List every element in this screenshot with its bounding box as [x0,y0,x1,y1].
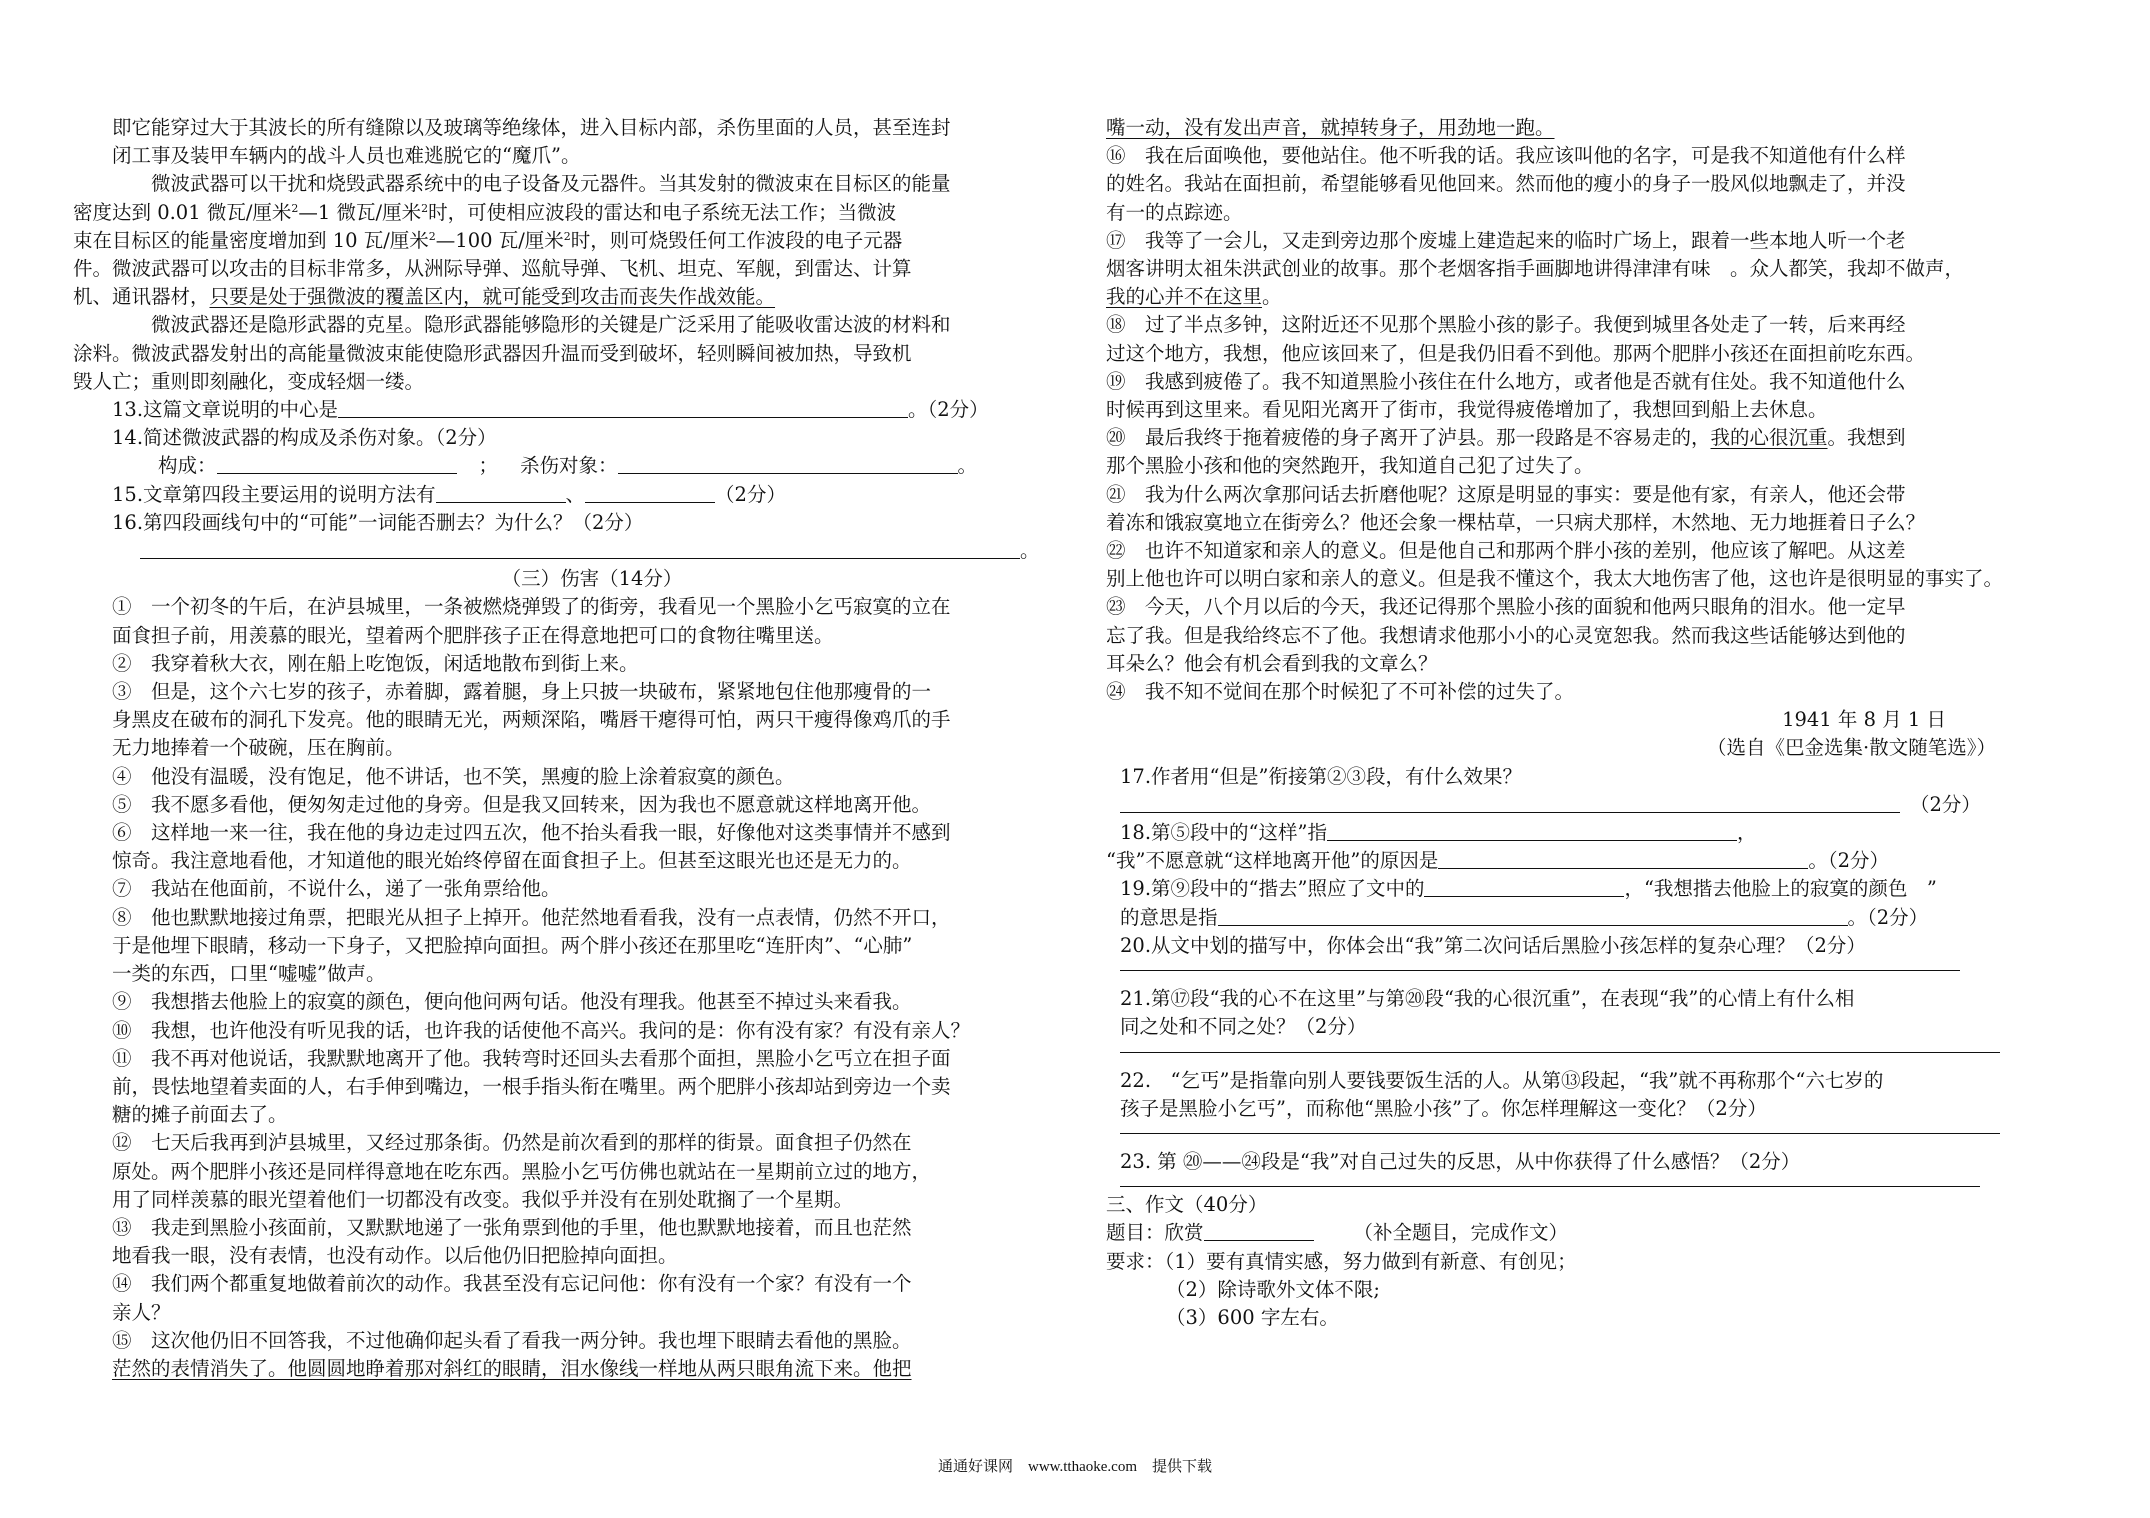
text-line: 机、通讯器材，只要是处于强微波的覆盖区内，就可能受到攻击而丧失作战效能。 [73,285,776,309]
text-line: ⑱ 过了半点多钟，这附近还不见那个黑脸小孩的影子。我便到城里各处走了一转，后来再经 [1106,313,1906,337]
underlined-sentence: 只要是处于强微波的覆盖区内，就可能受到攻击而丧失作战效能。 [209,285,776,309]
text-line: 面食担子前，用羡慕的眼光，望着两个肥胖孩子正在得意地把可口的食物往嘴里送。 [112,623,834,647]
text-line: 过这个地方，我想，他应该回来了，但是我仍旧看不到他。那两个肥胖小孩还在面担前吃东西。 [1106,341,1926,365]
text-line: 束在目标区的能量密度增加到 10 瓦/厘米$^2$—100 瓦/厘米$^2$时，则可烧毁任何工作波段的电子元器 [73,228,903,252]
text-line: ㉔ 我不知不觉间在那个时候犯了不可补偿的过失了。 [1106,680,1575,704]
story-paragraph-15-cont [1106,114,2066,142]
story-paragraph-20: ⑳ 最后我终于拖着疲倦的身子离开了泸县。那一段路是不容易走的，我的心很沉重。我想到 那个黑脸小孩和他的突然跑开，我知道自己犯了过失了。 [1106,426,1906,478]
answer-line[interactable] [1120,1176,1980,1187]
story-paragraph-17: ⑰ 我等了一会儿，又走到旁边那个废墟上建造起来的临时广场上，跟着一些本地人听一个老 烟客讲明太祖朱洪武创业的故事。那个老烟客指手画脚地讲得津津有味 。众人都笑，我却不做声， 我的心并不在这里。 [1106,228,1965,309]
story-paragraph [112,819,1072,875]
question-16: 16.第四段画线句中的“可能”一词能否删去？为什么？（2分） [112,510,644,534]
text-line: ① 一个初冬的午后，在泸县城里，一条被燃烧弹毁了的街旁，我看见一个黑脸小乞丐寂寞的立在 [112,595,951,619]
text-line: 孩子是黑脸小乞丐”，而称他“黑脸小孩”了。你怎样理解这一变化？（2分） [1120,1096,1767,1120]
text-line: 亲人？ [112,1300,171,1324]
question-21 [1120,985,2066,1041]
answer-blank[interactable] [1327,820,1737,841]
section-heading: （三）伤害（14分） [501,567,683,591]
text-line: 原处。两个肥胖小孩还是同样得意地在吃东西。黑脸小乞丐仿佛也就站在一星期前立过的地方， [112,1159,932,1183]
essay-topic: 题目：欣赏 （补全题目，完成作文） [1106,1221,1569,1245]
text-line: ⑫ 七天后我再到泸县城里，又经过那条街。仍然是前次看到的那样的街景。面食担子仍然在 [112,1131,912,1155]
question-18: 18.第⑤段中的“这样”指 ， [1120,821,1757,845]
article-paragraph [73,170,1072,311]
underlined-sentence: 我的心并不在这里 [1106,285,1263,309]
page-footer: 通通好课网 www.tthaoke.com 提供下载 [937,1459,1212,1475]
answer-line[interactable] [1120,1123,2000,1134]
story-paragraph [1106,593,2066,678]
text-line: 地看我一眼，没有表情，也没有动作。以后他仍旧把脸掉向面担。 [112,1244,678,1268]
story-paragraph [1106,311,2066,367]
text-line: 一类的东西，口里“嘘嘘”做声。 [112,962,386,986]
right-column [1106,114,2066,1332]
question-16-answer: 。 [112,537,1072,565]
story-paragraphs [1106,142,2066,227]
answer-blank[interactable] [585,482,715,503]
text-line: ⑧ 他也默默地接过角票，把眼光从担子上掉开。他茫然地看看我，没有一点表情，仍然不开口， [112,905,951,929]
date: 1941 年 8 月 1 日 [1782,708,1946,732]
essay-requirement: 要求：（1）要有真情实感，努力做到有新意、有创见； [1106,1249,1577,1273]
story-paragraph [112,1270,1072,1326]
text-line: 用了同样羡慕的眼光望着他们一切都没有改变。我似乎并没有在别处耽搁了一个星期。 [112,1187,854,1211]
text-line: ㉓ 今天，八个月以后的今天，我还记得那个黑脸小孩的面貌和他两只眼角的泪水。他一定早 [1106,595,1906,619]
text-line: 毁人亡；重则即刻融化，变成轻烟一缕。 [73,369,425,393]
question-17: 17.作者用“但是”衔接第②③段，有什么效果？ [1120,764,1522,788]
answer-blank[interactable] [1424,876,1624,897]
text-line: 微波武器还是隐形武器的克星。隐形武器能够隐形的关键是广泛采用了能吸收雷达波的材料和 [151,313,951,337]
answer-blank[interactable] [217,453,457,474]
text-line: ㉒ 也许不知道家和亲人的意义。但是他自己和那两个胖小孩的差别，他应该了解吧。从这差 [1106,539,1906,563]
source-citation: （选自《巴金选集·散文随笔选》） [1707,736,1996,760]
text-line: ② 我穿着秋大衣，刚在船上吃饱饭，闲适地散布到街上来。 [112,651,639,675]
story-paragraph [1106,368,2066,424]
story-paragraph [112,1017,1072,1045]
text-line: 无力地捧着一个破碗，压在胸前。 [112,736,405,760]
question-19-b: 的意思是指 。（2分） [1120,905,1929,929]
underlined-sentence: 嘴一动，没有发出声音，就掉转身子，用劲地一跑。 [1106,116,1555,139]
question-14: 14.简述微波武器的构成及杀伤对象。（2分） [112,426,497,450]
answer-blank[interactable] [1120,792,1900,813]
story-paragraphs [1106,311,2066,424]
text-line: ⑨ 我想揩去他脸上的寂寞的颜色，便向他问两句话。他没有理我。他甚至不掉过头来看我。 [112,990,912,1014]
story-paragraph [112,791,1072,819]
text-line: 忘了我。但是我给终忘不了他。我想请求他那小小的心灵宽恕我。然而我这些话能够达到他的 [1106,623,1906,647]
text-line: 糖的摊子前面去了。 [112,1103,288,1127]
text-line: ⑥ 这样地一来一往，我在他的身边走过四五次，他不抬头看我一眼，好像他对这类事情并不感到 [112,821,951,845]
text-line: 21.第⑰段“我的心不在这里”与第⑳段“我的心很沉重”，在表现“我”的心情上有什么相 [1120,987,1855,1011]
text-line: ⑤ 我不愿多看他，便匆匆走过他的身旁。但是我又回转来，因为我也不愿意就这样地离开他。 [112,792,932,816]
text-line: 别上他也许可以明白家和亲人的意义。但是我不懂这个，我太大地伤害了他，这也许是很明显的事实了。 [1106,567,2004,591]
question-19: 19.第⑨段中的“揩去”照应了文中的 ，“我想揩去他脸上的寂寞的颜色 ” [1120,877,1937,901]
text-line: 即它能穿过大于其波长的所有缝隙以及玻璃等绝缘体，进入目标内部，杀伤里面的人员，甚至连封 [112,116,951,139]
question-15: 15.文章第四段主要运用的说明方法有 、 （2分） [112,482,786,506]
text-line: ⑯ 我在后面唤他，要他站住。他不听我的话。我应该叫他的名字，可是我不知道他有什么样 [1106,144,1906,168]
text-line: 于是他埋下眼睛，移动一下身子，又把脸掉向面担。两个胖小孩还在那里吃“连肝肉”、“心肺” [112,933,913,957]
text-line: ⑭ 我们两个都重复地做着前次的动作。我甚至没有忘记问他：你有没有一个家？有没有一个 [112,1272,912,1296]
answer-blank[interactable] [1438,848,1808,869]
text-line: ⑲ 我感到疲倦了。我不知道黑脸小孩住在什么地方，或者他是否就有住处。我不知道他什么 [1106,369,1906,393]
text-line: ⑰ 我等了一会儿，又走到旁边那个废墟上建造起来的临时广场上，跟着一些本地人听一个老 [1106,228,1906,252]
text-line: 前，畏怯地望着卖面的人，右手伸到嘴边，一根手指头衔在嘴里。两个肥胖小孩却站到旁边一个卖 [112,1074,951,1098]
story-paragraph [1106,537,2066,593]
title-blank[interactable] [1204,1220,1314,1241]
text-line: 耳朵么？他会有机会看到我的文章么？ [1106,651,1438,675]
story-paragraph [112,678,1072,763]
story-paragraphs [1106,481,2066,707]
text-line: 身黑皮在破布的洞孔下发亮。他的眼睛无光，两颊深陷，嘴唇干瘪得可怕，两只干瘦得像鸡爪的手 [112,708,951,732]
question-13: 13.这篇文章说明的中心是 。（2分） [112,398,989,422]
text-line: ㉑ 我为什么两次拿那问话去折磨他呢？这原是明显的事实：要是他有家，有亲人，他还会带 [1106,482,1906,506]
text-line: ⑩ 我想，也许他没有听见我的话，也许我的话使他不高兴。我问的是：你有没有家？有没有亲人？ [112,1018,971,1042]
text-line: 惊奇。我注意地看他，才知道他的眼光始终停留在面食担子上。但甚至这眼光也还是无力的。 [112,849,912,873]
text-line: ⑮ 这次他仍旧不回答我，不过他确仰起头看了看我一两分钟。我也埋下眼睛去看他的黑脸。 [112,1328,912,1352]
story-paragraph [1106,481,2066,537]
story-paragraph [1106,678,2066,706]
question-23: 23. 第 ⑳——㉔段是“我”对自己过失的反思，从中你获得了什么感悟？（2分） [1120,1149,1801,1173]
answer-line[interactable] [1120,960,1960,971]
essay-requirement: （3）600 字左右。 [1166,1305,1339,1329]
text-line: 22. “乞丐”是指靠向别人要钱要饭生活的人。从第⑬段起，“我”就不再称那个“六七岁的 [1120,1068,1884,1092]
story-paragraph [112,1045,1072,1130]
answer-blank[interactable] [436,482,566,503]
text-line: 件。微波武器可以攻击的目标非常多，从洲际导弹、巡航导弹、飞机、坦克、军舰，到雷达、计算 [73,257,912,281]
question-14-answer: 构成： ； 杀伤对象： 。 [158,454,978,478]
answer-line[interactable] [1120,1042,2000,1053]
text-line: ④ 他没有温暖，没有饱足，他不讲话，也不笑，黑瘦的脸上涂着寂寞的颜色。 [112,764,795,788]
answer-blank[interactable] [618,453,958,474]
text-line: 闭工事及装甲车辆内的战斗人员也难逃脱它的“魔爪”。 [112,144,581,168]
question-17-answer: （2分） [1120,791,2066,819]
text-line: 烟客讲明太祖朱洪武创业的故事。那个老烟客指手画脚地讲得津津有味 。众人都笑，我却不做声， [1106,257,1965,281]
text-line: 微波武器可以干扰和烧毁武器系统中的电子设备及元器件。当其发射的微波束在目标区的能量 [151,172,951,196]
left-column [73,114,1072,1383]
story-paragraph [112,904,1072,989]
story-paragraph [112,1129,1072,1214]
story-paragraphs [112,593,1072,1326]
text-line: 密度达到 0.01 微瓦/厘米$^2$—1 微瓦/厘米$^2$时，可使相应波段的雷达和电子系统无法工作；当微波 [73,200,897,224]
story-paragraph [112,1214,1072,1270]
text-line: 着冻和饿寂寞地立在街旁么？他还会象一棵枯草，一只病犬那样，木然地、无力地捱着日子么？ [1106,510,1926,534]
text-line: ⑪ 我不再对他说话，我默默地离开了他。我转弯时还回头去看那个面担，黑脸小乞丐立在担子面 [112,1046,951,1070]
question-18-b: “我”不愿意就“这样地离开他”的原因是 。（2分） [1106,849,1890,873]
text-line: 的姓名。我站在面担前，希望能够看见他回来。然而他的瘦小的身子一股风似地飘走了，并没 [1106,172,1906,196]
text-line: 涂料。微波武器发射出的高能量微波束能使隐形武器因升温而受到破坏，轻则瞬间被加热，导致机 [73,341,912,365]
answer-blank[interactable] [1218,905,1848,926]
text-line: 那个黑脸小孩和他的突然跑开，我知道自己犯了过失了。 [1106,454,1594,478]
story-paragraph [112,593,1072,649]
answer-blank[interactable] [140,538,1020,559]
article-paragraph [73,311,1072,396]
article-paragraph [112,114,1072,170]
text-line: 时候再到这里来。看见阳光离开了街市，我觉得疲倦增加了，我想回到船上去休息。 [1106,398,1828,422]
text-line: ③ 但是，这个六七岁的孩子，赤着脚，露着腿，身上只披一块破布，紧紧地包住他那瘦骨的一 [112,680,932,704]
underlined-sentence: 我的心很沉重 [1710,426,1828,450]
underlined-sentence: 茫然的表情消失了。他圆圆地睁着那对斜红的眼睛，泪水像线一样地从两只眼角流下来。他把 [112,1356,912,1380]
answer-blank[interactable] [338,397,908,418]
text-line: 同之处和不同之处？（2分） [1120,1015,1367,1039]
question-22 [1120,1067,2066,1123]
text-line: ⑦ 我站在他面前，不说什么，递了一张角票给他。 [112,877,561,901]
story-paragraph [1106,142,2066,227]
essay-heading: 三、作文（40分） [1106,1193,1268,1217]
story-paragraph-15 [112,1327,1072,1383]
story-paragraph [112,988,1072,1016]
story-paragraph [112,875,1072,903]
text-line: 有一的点踪迹。 [1106,200,1243,224]
essay-requirement: （2）除诗歌外文体不限; [1166,1277,1380,1301]
question-20: 20.从文中划的描写中，你体会出“我”第二次问话后黑脸小孩怎样的复杂心理？（2分） [1120,933,1866,957]
text-line: ⑬ 我走到黑脸小孩面前，又默默地递了一张角票到他的手里，他也默默地接着，而且也茫然 [112,1215,912,1239]
story-paragraph [112,763,1072,791]
story-paragraph [112,650,1072,678]
